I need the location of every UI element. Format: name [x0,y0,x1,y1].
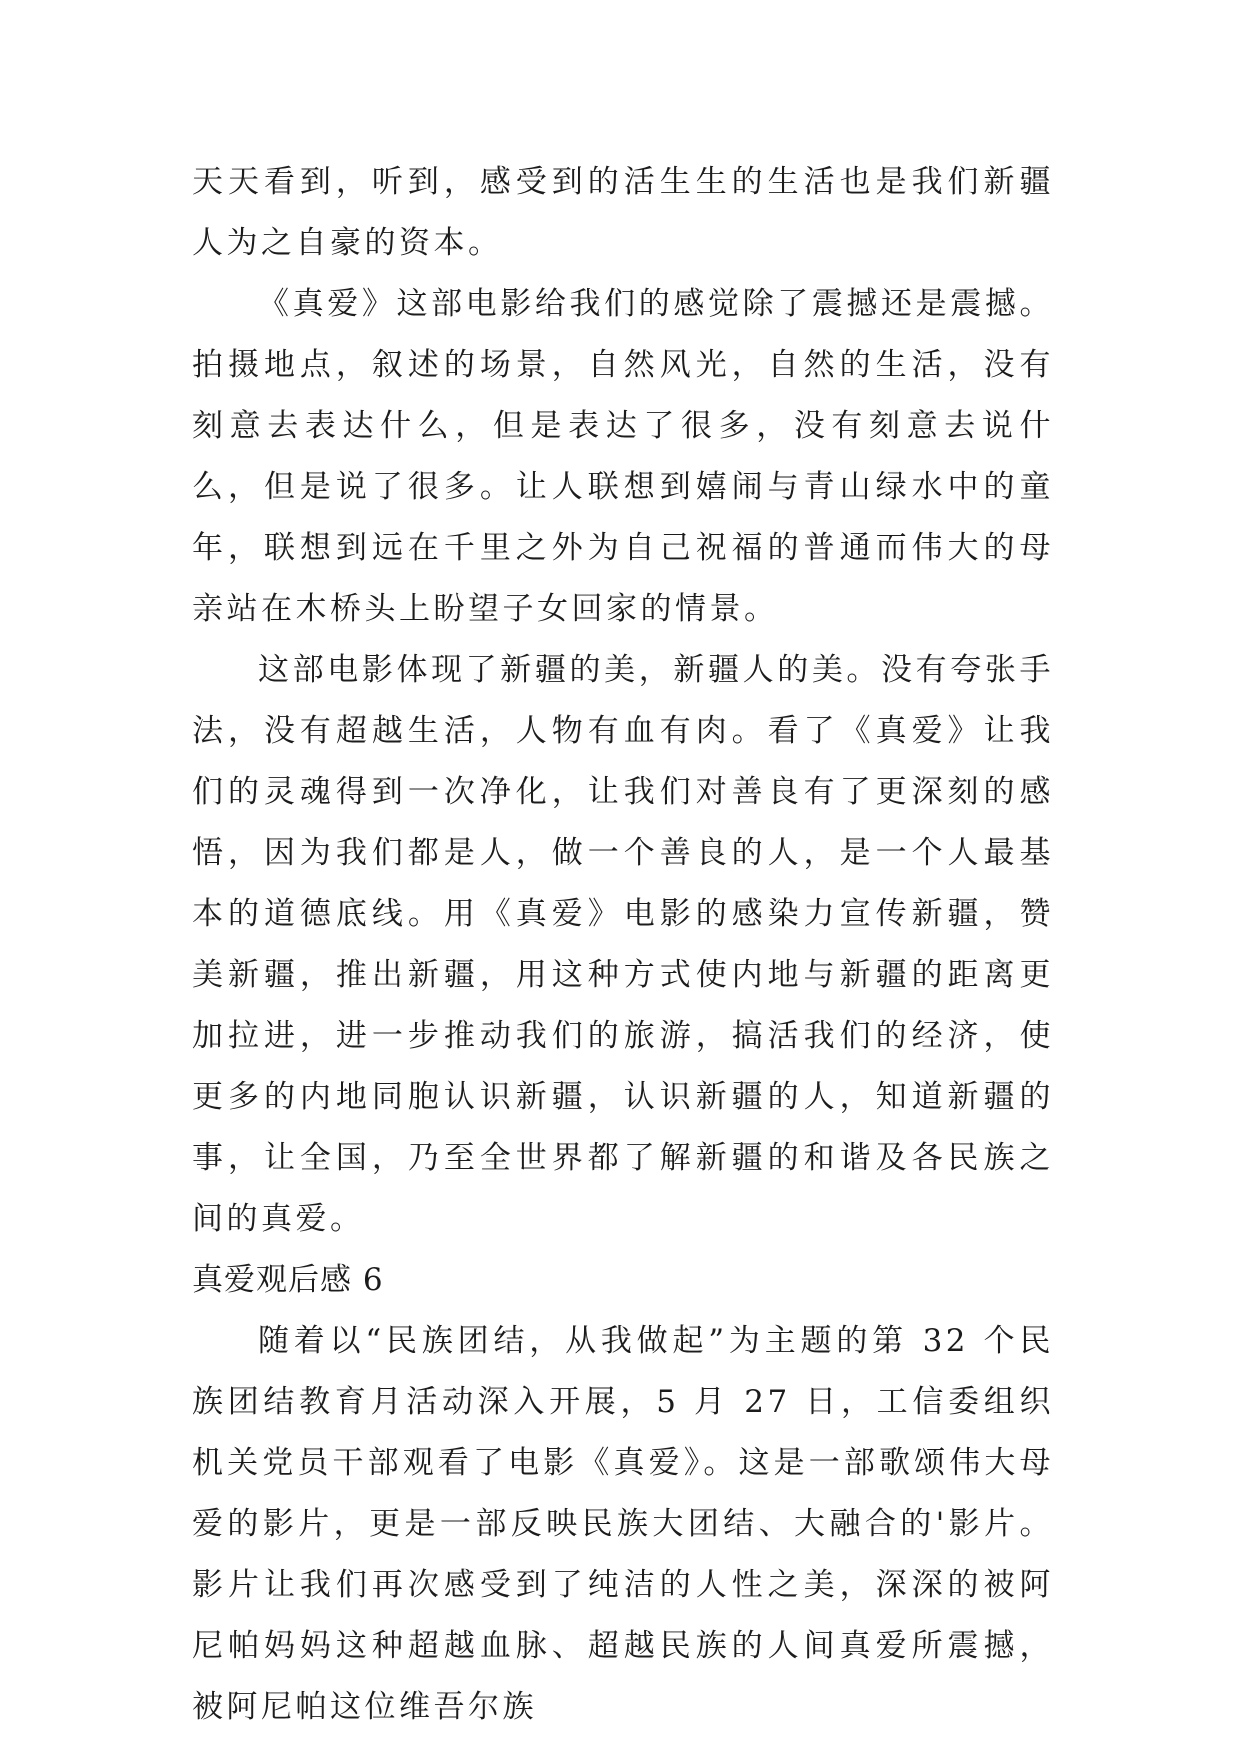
paragraph-xinjiang-beauty: 这部电影体现了新疆的美，新疆人的美。没有夸张手法，没有超越生活，人物有血有肉。看了《真爱》让我们的灵魂得到一次净化，让我们对善良有了更深刻的感悟，因为我们都是人，做一个善良的人，是一个人最基本的道德底线。用《真爱》电影的感染力宣传新疆，赞美新疆，推出新疆，用这种方式使内地与新疆的距离更加拉进，进一步推动我们的旅游，搞活我们的经济，使更多的内地同胞认识新疆，认识新疆的人，知道新疆的事，让全国，乃至全世界都了解新疆的和谐及各民族之间的真爱。 [192,652,1054,1237]
paragraph-film-impression: 《真爱》这部电影给我们的感觉除了震撼还是震撼。拍摄地点，叙述的场景，自然风光，自然的生活，没有刻意去表达什么，但是表达了很多，没有刻意去说什么，但是说了很多。让人联想到嬉闹与青山绿水中的童年，联想到远在千里之外为自己祝福的普通而伟大的母亲站在木桥头上盼望子女回家的情景。 [192,286,1054,627]
section-title: 真爱观后感 6 [192,1262,384,1298]
document-body [192,152,1054,1738]
paragraph-continuation: 天天看到，听到，感受到的活生生的生活也是我们新疆人为之自豪的资本。 [192,164,1054,261]
paragraph-ethnic-unity: 随着以“民族团结，从我做起”为主题的第 32 个民族团结教育月活动深入开展，5 月 27 日，工信委组织机关党员干部观看了电影《真爱》。这是一部歌颂伟大母爱的影片，更是一部反映民族大团结、大融合的'影片。影片让我们再次感受到了纯洁的人性之美，深深的被阿尼帕妈妈这种超越血脉、超越民族的人间真爱所震撼，被阿尼帕这位维吾尔族 [192,1323,1054,1725]
